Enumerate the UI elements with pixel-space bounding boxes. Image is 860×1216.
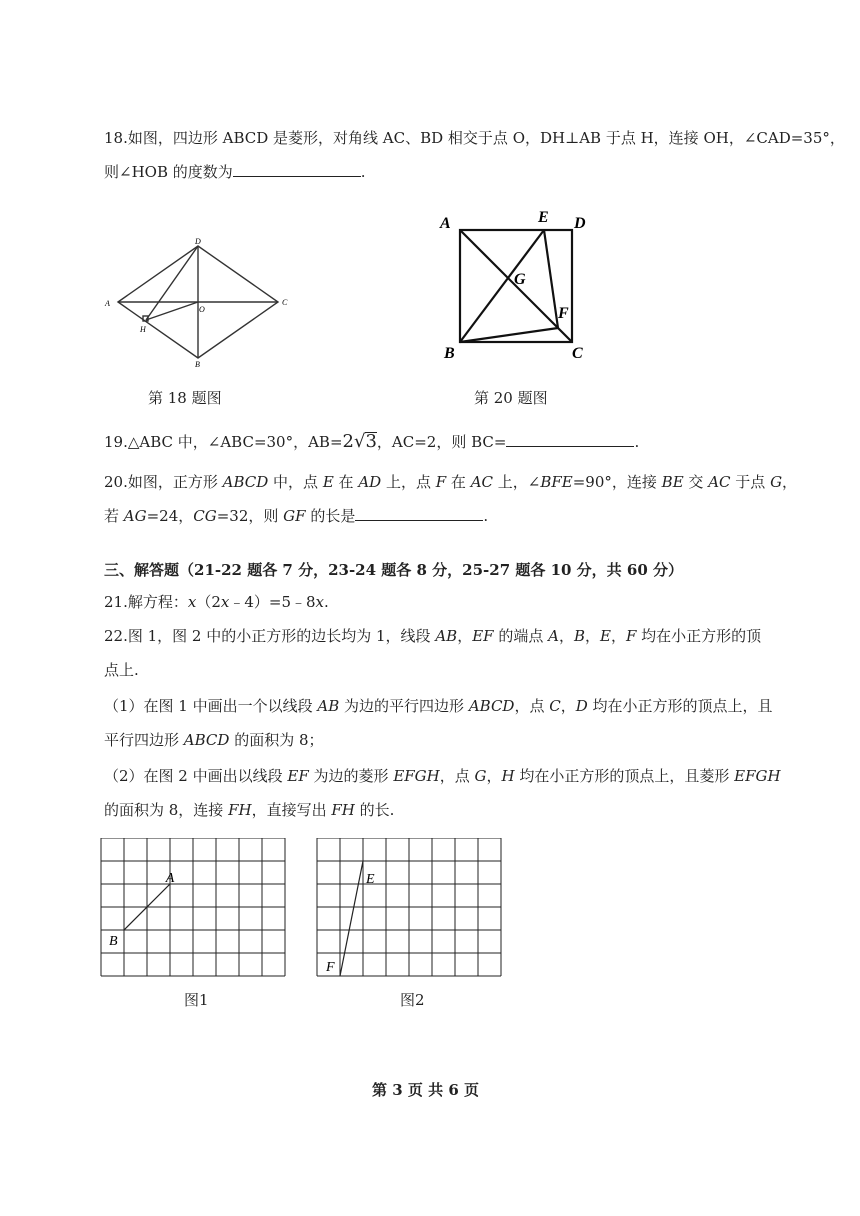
figure-20-caption: 第 20 题图 [474,389,548,407]
q22-math: F [625,627,637,645]
q20-math: GF [283,507,306,525]
sqrt-symbol: √ [353,431,366,452]
answer-blank-18 [233,162,361,177]
fig20-label-b: B [444,345,455,362]
segment-dh [146,246,198,320]
grid2-label-f: F [326,960,335,975]
fig18-label-d: D [195,237,201,246]
q20-text: ， [782,473,798,491]
q21-math: x [220,593,230,611]
fig18-label-c: C [282,298,288,307]
fig20-label-e: E [538,209,549,226]
q20-math: F [435,473,447,491]
q21-math: x [187,593,197,611]
q22-text: ， [560,697,576,715]
q22-math: B [573,627,585,645]
q20-text: 在 [333,473,359,491]
fig20-label-a: A [440,215,451,232]
page-footer [372,1080,479,1100]
q20-text: 于点 [730,473,771,491]
fig20-label-c: C [572,345,583,362]
q22-text: 均在小正方形的顶点上，且菱形 [514,767,735,785]
grid-1-caption: 图1 [184,991,209,1009]
segment-oh [146,302,198,320]
page-total: 6 [448,1081,459,1099]
q22-text: ，直接写出 [251,801,332,819]
q22-line2: 点上. [104,661,139,679]
q22-text: 为边的菱形 [308,767,394,785]
q20-text: =32，则 [216,507,284,525]
q20-text: =24， [146,507,194,525]
q22-text: 平行四边形 [104,731,184,749]
q22-part1-line1 [104,696,773,716]
q20-math: AC [708,473,731,491]
q22-text: ， [486,767,502,785]
q22-math: G [474,767,487,785]
q20-math: AC [470,473,493,491]
fig18-label-a: A [105,299,110,308]
q22-part1-line2 [104,730,324,750]
q22-math: ABCD [183,731,230,749]
fig18-label-b: B [195,360,200,369]
q20-math: AG [123,507,147,525]
q20-math: BFE [540,473,573,491]
q22-text: 为边的平行四边形 [339,697,469,715]
q18-end: . [360,163,366,181]
q20-math: E [322,473,334,491]
q22-text: ， [558,627,574,645]
q19-prefix: 19.△ABC 中，∠ABC=30°，AB= [104,433,343,451]
q22-math: D [575,697,588,715]
q22-math: FH [228,801,252,819]
q22-text: 22.图 1，图 2 中的小正方形的边长均为 1，线段 [104,627,436,645]
q22-math: C [549,697,561,715]
q20-text: 上，∠ [493,473,541,491]
q20-text: 20.如图，正方形 [104,473,223,491]
fig20-label-d: D [574,215,586,232]
answer-blank-20 [355,506,483,521]
q22-math: E [600,627,611,645]
q20-math: AD [358,473,382,491]
q20-text: 中，点 [268,473,323,491]
q20-text: 上，点 [381,473,436,491]
q22-text: 的面积为 8，连接 [104,801,229,819]
q22-math: EF [287,767,309,785]
q20-text: 在 [446,473,471,491]
page-number: 3 [392,1081,403,1099]
q21-text: ﹣4）=5﹣8 [229,593,316,611]
q22-math: EFGH [393,767,440,785]
q20-line1 [104,472,797,492]
q20-end: . [483,507,489,525]
grid-2-caption: 图2 [400,991,425,1009]
grid-1-lines [101,838,285,976]
q22-math: FH [331,801,355,819]
q22-text: 均在小正方形的顶 [636,627,762,645]
q22-math: A [548,627,559,645]
section-3-heading: 三、解答题（21-22 题各 7 分，23-24 题各 8 分，25-27 题各 10 分，共 60 分） [104,561,683,579]
grid1-label-a: A [165,871,175,886]
q22-text: （1）在图 1 中画出一个以线段 [104,697,318,715]
segment-ef [544,230,558,328]
q22-math: AB [317,697,340,715]
q22-math: EFGH [734,767,781,785]
grid-figure-1 [100,838,290,983]
footer-text: 第 [372,1081,393,1099]
segment-bf [460,328,558,342]
q18-line2-text: 则∠HOB 的度数为 [104,163,233,181]
q22-part2-line2 [104,800,394,820]
footer-text: 页 [458,1081,480,1099]
q21-text: （2 [196,593,221,611]
sqrt-argument: 3 [365,431,377,452]
q20-line2 [104,506,488,526]
q21-text: . [324,593,329,611]
q22-math: EF [472,627,494,645]
q21 [104,592,329,612]
q22-text: 的面积为 8； [229,731,324,749]
q22-math: H [501,767,515,785]
fig20-label-g: G [514,271,526,288]
q22-text: 均在小正方形的顶点上，且 [587,697,773,715]
q22-line1 [104,626,761,646]
q20-text: 的长是 [305,507,356,525]
q22-text: （2）在图 2 中画出以线段 [104,767,288,785]
q18-line2 [104,162,366,182]
q22-text: ，点 [514,697,550,715]
q19 [104,430,639,454]
grid2-label-e: E [366,872,375,887]
q22-text: ， [585,627,601,645]
q19-suffix: ，AC=2，则 BC= [376,433,507,451]
figure-20-square [430,200,600,365]
q20-math: ABCD [222,473,269,491]
grid1-label-b: B [109,934,118,949]
q20-math: G [770,473,783,491]
figure-18-caption: 第 18 题图 [148,389,222,407]
grid-figure-2 [316,838,506,983]
q20-text: 交 [683,473,709,491]
q22-text: ， [610,627,626,645]
q20-text: =90°，连接 [572,473,662,491]
q21-math: x [315,593,325,611]
footer-text: 页 共 [402,1081,449,1099]
q18-line1: 18.如图，四边形 ABCD 是菱形，对角线 AC、BD 相交于点 O，DH⊥AB 于点 H，连接 OH，∠CAD=35°， [104,129,845,147]
q22-text: 的端点 [493,627,549,645]
q21-text: 21.解方程： [104,593,188,611]
q22-text: ，点 [439,767,475,785]
fig18-label-o: O [199,305,205,314]
q22-text: 的长. [354,801,395,819]
q22-math: ABCD [468,697,515,715]
fig20-label-f: F [558,305,569,322]
q20-math: CG [193,507,217,525]
sqrt-coefficient: 2 [342,431,354,452]
fig18-label-h: H [140,325,146,334]
segment-be [460,230,544,342]
segment-ef [340,861,363,976]
q22-text: ， [457,627,473,645]
figure-18-rhombus [100,232,300,372]
q20-math: BE [661,473,684,491]
q22-part2-line1 [104,766,781,786]
answer-blank-19 [506,432,634,447]
q22-math: AB [435,627,458,645]
q19-end: . [634,433,640,451]
q20-text: 若 [104,507,124,525]
